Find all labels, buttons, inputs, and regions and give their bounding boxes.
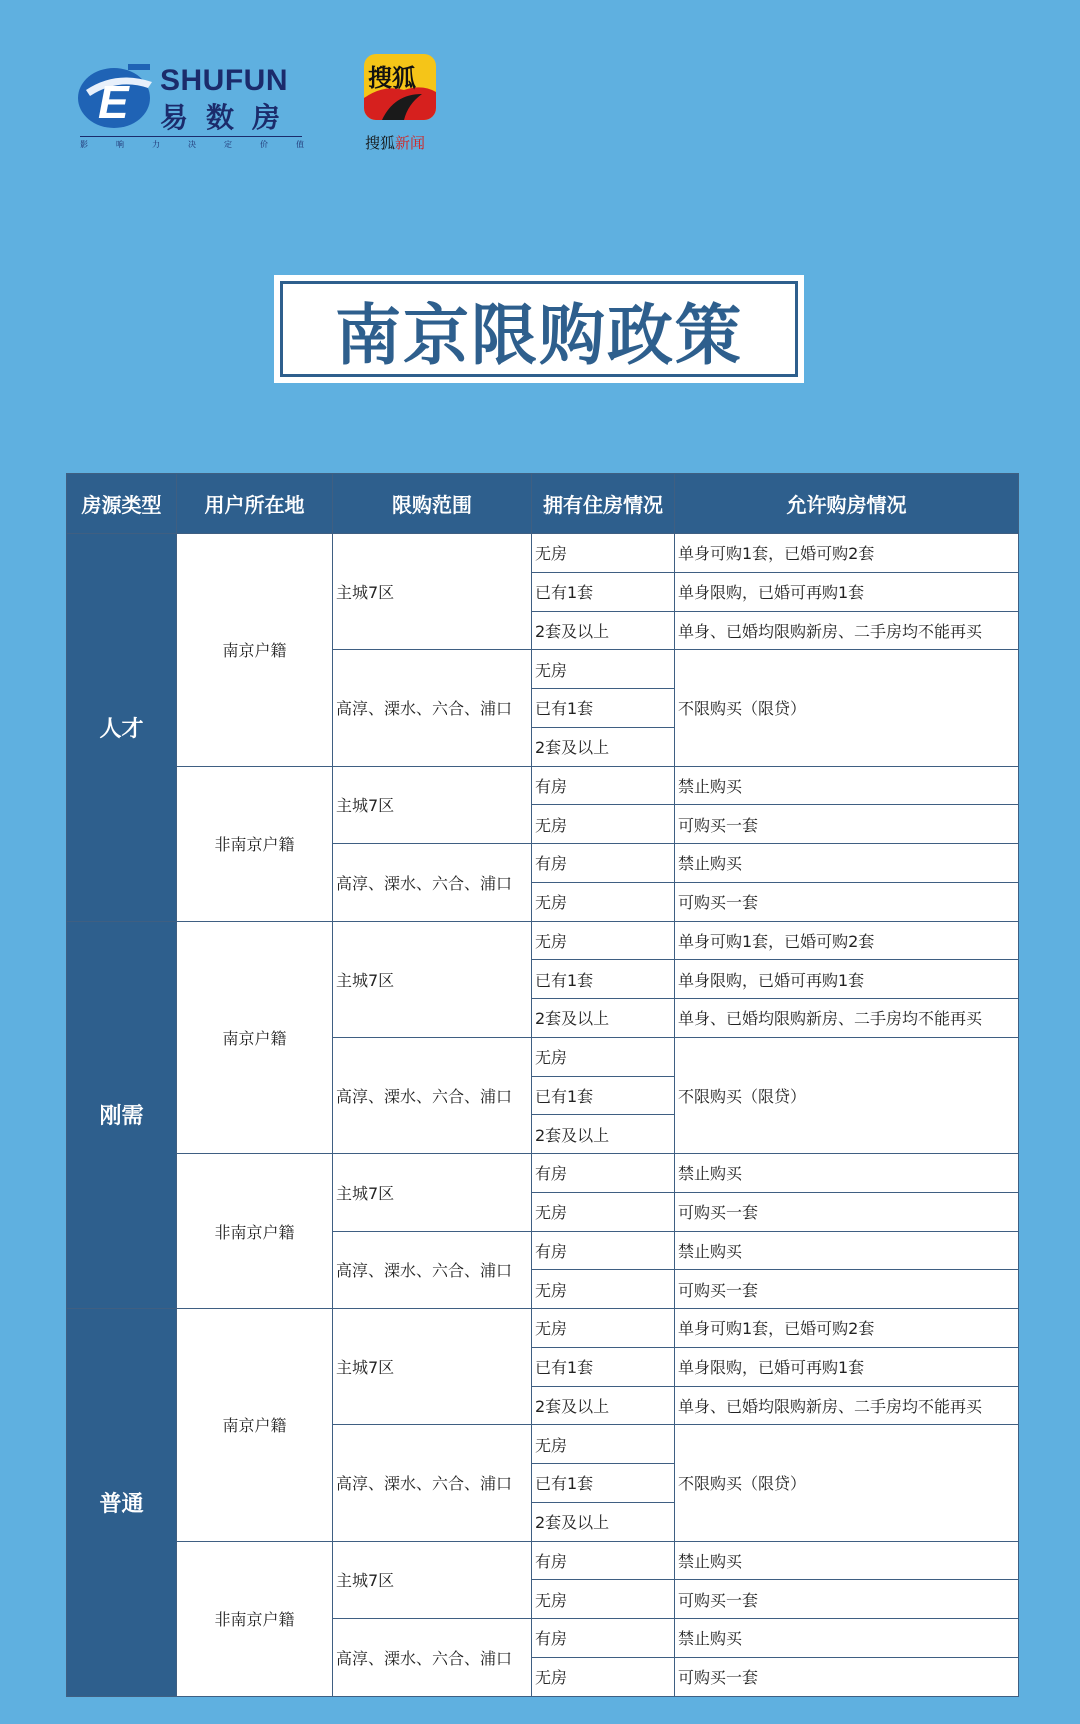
sohu-label bbox=[365, 132, 425, 153]
table-row bbox=[67, 1154, 1019, 1193]
header-restriction-scope: 限购范围 bbox=[333, 474, 532, 534]
allowed-purchase-cell: 单身、已婚均限购新房、二手房均不能再买 bbox=[675, 611, 1019, 650]
scope-cell: 高淳、溧水、六合、浦口 bbox=[333, 1619, 532, 1697]
scope-cell: 主城7区 bbox=[333, 1541, 532, 1619]
header-house-type: 房源类型 bbox=[67, 474, 177, 534]
user-location-cell: 非南京户籍 bbox=[177, 1154, 333, 1309]
scope-cell: 高淳、溧水、六合、浦口 bbox=[333, 650, 532, 766]
page-title: 南京限购政策 bbox=[335, 296, 743, 374]
header-owned-housing: 拥有住房情况 bbox=[532, 474, 675, 534]
user-location-cell: 南京户籍 bbox=[177, 1309, 333, 1542]
owned-status-cell: 有房 bbox=[532, 766, 675, 805]
allowed-purchase-cell: 单身限购，已婚可再购1套 bbox=[675, 960, 1019, 999]
allowed-purchase-cell: 禁止购买 bbox=[675, 844, 1019, 883]
allowed-purchase-cell: 可购买一套 bbox=[675, 1580, 1019, 1619]
owned-status-cell: 2套及以上 bbox=[532, 1115, 675, 1154]
owned-status-cell: 无房 bbox=[532, 921, 675, 960]
owned-status-cell: 无房 bbox=[532, 882, 675, 921]
scope-cell: 高淳、溧水、六合、浦口 bbox=[333, 1037, 532, 1153]
allowed-purchase-cell: 禁止购买 bbox=[675, 1619, 1019, 1658]
allowed-purchase-cell: 不限购买（限贷） bbox=[675, 650, 1019, 766]
table-header-row bbox=[67, 474, 1019, 534]
owned-status-cell: 已有1套 bbox=[532, 960, 675, 999]
scope-cell: 主城7区 bbox=[333, 1154, 532, 1232]
sohu-box-text: 搜狐 bbox=[368, 64, 416, 92]
owned-status-cell: 有房 bbox=[532, 1231, 675, 1270]
owned-status-cell: 无房 bbox=[532, 534, 675, 573]
title-banner bbox=[274, 275, 804, 383]
allowed-purchase-cell: 单身可购1套，已婚可购2套 bbox=[675, 921, 1019, 960]
allowed-purchase-cell: 禁止购买 bbox=[675, 1231, 1019, 1270]
owned-status-cell: 有房 bbox=[532, 1541, 675, 1580]
shufun-slogan: 影响力决定价值 bbox=[80, 136, 302, 150]
allowed-purchase-cell: 可购买一套 bbox=[675, 1192, 1019, 1231]
svg-text:E: E bbox=[98, 76, 129, 128]
allowed-purchase-cell: 禁止购买 bbox=[675, 1154, 1019, 1193]
policy-table bbox=[66, 473, 1019, 1697]
owned-status-cell: 2套及以上 bbox=[532, 1502, 675, 1541]
shufun-e-icon bbox=[76, 60, 156, 132]
allowed-purchase-cell: 不限购买（限贷） bbox=[675, 1037, 1019, 1153]
owned-status-cell: 无房 bbox=[532, 1580, 675, 1619]
owned-status-cell: 已有1套 bbox=[532, 1076, 675, 1115]
owned-status-cell: 无房 bbox=[532, 1037, 675, 1076]
table-row bbox=[67, 534, 1019, 573]
allowed-purchase-cell: 可购买一套 bbox=[675, 882, 1019, 921]
scope-cell: 主城7区 bbox=[333, 1309, 532, 1425]
owned-status-cell: 无房 bbox=[532, 650, 675, 689]
table-row bbox=[67, 766, 1019, 805]
sohu-fox-icon bbox=[364, 54, 436, 120]
scope-cell: 主城7区 bbox=[333, 766, 532, 844]
allowed-purchase-cell: 单身、已婚均限购新房、二手房均不能再买 bbox=[675, 1386, 1019, 1425]
scope-cell: 主城7区 bbox=[333, 921, 532, 1037]
owned-status-cell: 已有1套 bbox=[532, 689, 675, 728]
owned-status-cell: 2套及以上 bbox=[532, 1386, 675, 1425]
owned-status-cell: 无房 bbox=[532, 1309, 675, 1348]
scope-cell: 高淳、溧水、六合、浦口 bbox=[333, 844, 532, 922]
user-location-cell: 非南京户籍 bbox=[177, 766, 333, 921]
owned-status-cell: 无房 bbox=[532, 1425, 675, 1464]
shufun-cn-name: 易数房 bbox=[160, 101, 299, 134]
allowed-purchase-cell: 单身可购1套，已婚可购2套 bbox=[675, 534, 1019, 573]
user-location-cell: 非南京户籍 bbox=[177, 1541, 333, 1696]
house-type-cell: 人才 bbox=[67, 534, 177, 922]
allowed-purchase-cell: 禁止购买 bbox=[675, 766, 1019, 805]
allowed-purchase-cell: 单身限购，已婚可再购1套 bbox=[675, 1347, 1019, 1386]
table-row bbox=[67, 1541, 1019, 1580]
table-body bbox=[67, 534, 1019, 1697]
owned-status-cell: 无房 bbox=[532, 1270, 675, 1309]
owned-status-cell: 无房 bbox=[532, 1657, 675, 1696]
scope-cell: 主城7区 bbox=[333, 534, 532, 650]
house-type-cell: 刚需 bbox=[67, 921, 177, 1309]
sohu-news-logo bbox=[364, 54, 440, 154]
sohu-label-part2: 新闻 bbox=[395, 134, 426, 152]
allowed-purchase-cell: 可购买一套 bbox=[675, 1270, 1019, 1309]
owned-status-cell: 已有1套 bbox=[532, 1347, 675, 1386]
user-location-cell: 南京户籍 bbox=[177, 921, 333, 1154]
owned-status-cell: 有房 bbox=[532, 1619, 675, 1658]
allowed-purchase-cell: 单身可购1套，已婚可购2套 bbox=[675, 1309, 1019, 1348]
scope-cell: 高淳、溧水、六合、浦口 bbox=[333, 1425, 532, 1541]
owned-status-cell: 无房 bbox=[532, 1192, 675, 1231]
allowed-purchase-cell: 禁止购买 bbox=[675, 1541, 1019, 1580]
table-row bbox=[67, 1309, 1019, 1348]
scope-cell: 高淳、溧水、六合、浦口 bbox=[333, 1231, 532, 1309]
owned-status-cell: 无房 bbox=[532, 805, 675, 844]
owned-status-cell: 有房 bbox=[532, 1154, 675, 1193]
header-allowed-purchase: 允许购房情况 bbox=[675, 474, 1019, 534]
allowed-purchase-cell: 单身限购，已婚可再购1套 bbox=[675, 572, 1019, 611]
owned-status-cell: 有房 bbox=[532, 844, 675, 883]
title-border bbox=[280, 281, 798, 377]
allowed-purchase-cell: 可购买一套 bbox=[675, 1657, 1019, 1696]
owned-status-cell: 已有1套 bbox=[532, 572, 675, 611]
shufun-logo bbox=[76, 58, 332, 153]
owned-status-cell: 2套及以上 bbox=[532, 611, 675, 650]
table-row bbox=[67, 921, 1019, 960]
sohu-label-part1: 搜狐 bbox=[365, 134, 396, 152]
house-type-cell: 普通 bbox=[67, 1309, 177, 1697]
allowed-purchase-cell: 单身、已婚均限购新房、二手房均不能再买 bbox=[675, 999, 1019, 1038]
header-user-location: 用户所在地 bbox=[177, 474, 333, 534]
user-location-cell: 南京户籍 bbox=[177, 534, 333, 767]
owned-status-cell: 2套及以上 bbox=[532, 999, 675, 1038]
allowed-purchase-cell: 可购买一套 bbox=[675, 805, 1019, 844]
owned-status-cell: 已有1套 bbox=[532, 1464, 675, 1503]
shufun-name: SHUFUN bbox=[160, 64, 288, 97]
allowed-purchase-cell: 不限购买（限贷） bbox=[675, 1425, 1019, 1541]
owned-status-cell: 2套及以上 bbox=[532, 727, 675, 766]
